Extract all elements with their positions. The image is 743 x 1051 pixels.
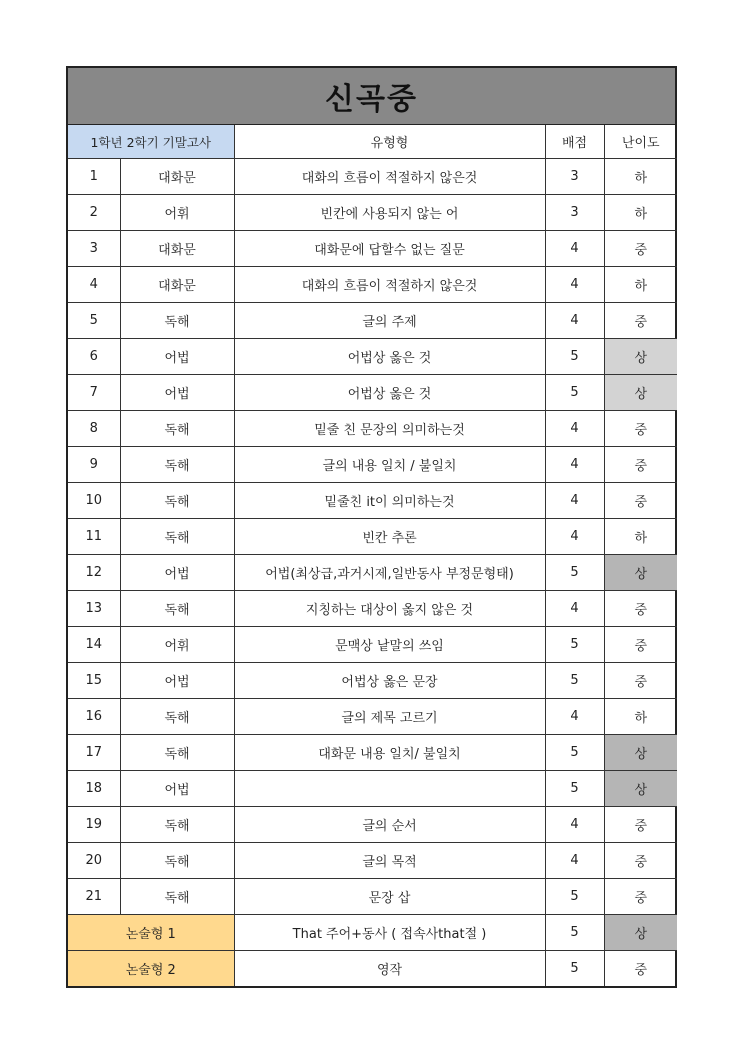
question-category: 독해 bbox=[120, 519, 234, 555]
essay-label: 논술형 1 bbox=[68, 915, 234, 951]
question-type: 밑줄친 it이 의미하는것 bbox=[234, 483, 545, 519]
question-number: 2 bbox=[68, 195, 120, 231]
question-number: 18 bbox=[68, 771, 120, 807]
question-difficulty: 중 bbox=[604, 411, 677, 447]
question-difficulty: 중 bbox=[604, 879, 677, 915]
question-category: 독해 bbox=[120, 735, 234, 771]
question-number: 6 bbox=[68, 339, 120, 375]
question-type: 문장 삽 bbox=[234, 879, 545, 915]
table-row bbox=[68, 231, 677, 267]
question-number: 10 bbox=[68, 483, 120, 519]
question-number: 3 bbox=[68, 231, 120, 267]
table-row bbox=[68, 519, 677, 555]
question-difficulty: 중 bbox=[604, 231, 677, 267]
question-points: 5 bbox=[545, 555, 604, 591]
header-row bbox=[68, 125, 677, 159]
question-category: 독해 bbox=[120, 843, 234, 879]
question-difficulty: 상 bbox=[604, 339, 677, 375]
question-difficulty: 상 bbox=[604, 555, 677, 591]
question-difficulty: 상 bbox=[604, 735, 677, 771]
question-number: 17 bbox=[68, 735, 120, 771]
question-number: 14 bbox=[68, 627, 120, 663]
table-row bbox=[68, 483, 677, 519]
table-row bbox=[68, 843, 677, 879]
essay-points: 5 bbox=[545, 915, 604, 951]
table-row bbox=[68, 303, 677, 339]
question-type: 빈칸에 사용되지 않는 어 bbox=[234, 195, 545, 231]
question-number: 21 bbox=[68, 879, 120, 915]
table-row bbox=[68, 159, 677, 195]
question-points: 4 bbox=[545, 411, 604, 447]
table-row bbox=[68, 699, 677, 735]
essay-points: 5 bbox=[545, 951, 604, 987]
school-title: 신곡중 bbox=[68, 68, 675, 125]
question-difficulty: 상 bbox=[604, 771, 677, 807]
question-points: 4 bbox=[545, 447, 604, 483]
question-points: 5 bbox=[545, 339, 604, 375]
question-difficulty: 상 bbox=[604, 375, 677, 411]
question-points: 4 bbox=[545, 231, 604, 267]
question-difficulty: 중 bbox=[604, 807, 677, 843]
table-row bbox=[68, 627, 677, 663]
question-difficulty: 하 bbox=[604, 195, 677, 231]
question-type: 글의 주제 bbox=[234, 303, 545, 339]
question-type: 지칭하는 대상이 옳지 않은 것 bbox=[234, 591, 545, 627]
table-row bbox=[68, 663, 677, 699]
question-type: 어법(최상급,과거시제,일반동사 부정문형태) bbox=[234, 555, 545, 591]
question-type: 글의 순서 bbox=[234, 807, 545, 843]
question-difficulty: 중 bbox=[604, 627, 677, 663]
question-number: 4 bbox=[68, 267, 120, 303]
question-category: 대화문 bbox=[120, 231, 234, 267]
question-category: 어법 bbox=[120, 375, 234, 411]
question-difficulty: 중 bbox=[604, 303, 677, 339]
question-type: 어법상 옳은 것 bbox=[234, 375, 545, 411]
question-category: 어휘 bbox=[120, 627, 234, 663]
table-row bbox=[68, 771, 677, 807]
table-row bbox=[68, 807, 677, 843]
question-difficulty: 중 bbox=[604, 591, 677, 627]
table-row bbox=[68, 447, 677, 483]
question-type: 어법상 옳은 문장 bbox=[234, 663, 545, 699]
question-number: 8 bbox=[68, 411, 120, 447]
table-row bbox=[68, 267, 677, 303]
essay-label: 논술형 2 bbox=[68, 951, 234, 987]
question-category: 어법 bbox=[120, 771, 234, 807]
question-type: 문맥상 낱말의 쓰임 bbox=[234, 627, 545, 663]
question-category: 독해 bbox=[120, 483, 234, 519]
question-type: 글의 제목 고르기 bbox=[234, 699, 545, 735]
type-header: 유형형 bbox=[234, 125, 545, 159]
question-points: 4 bbox=[545, 699, 604, 735]
question-points: 4 bbox=[545, 483, 604, 519]
table-row bbox=[68, 195, 677, 231]
table-row bbox=[68, 735, 677, 771]
question-category: 독해 bbox=[120, 591, 234, 627]
question-number: 15 bbox=[68, 663, 120, 699]
question-number: 7 bbox=[68, 375, 120, 411]
question-points: 3 bbox=[545, 159, 604, 195]
question-category: 독해 bbox=[120, 411, 234, 447]
question-difficulty: 중 bbox=[604, 483, 677, 519]
question-category: 어휘 bbox=[120, 195, 234, 231]
question-table bbox=[68, 125, 677, 986]
question-number: 13 bbox=[68, 591, 120, 627]
essay-row bbox=[68, 951, 677, 987]
question-type: 대화문 내용 일치/ 불일치 bbox=[234, 735, 545, 771]
question-type: 대화의 흐름이 적절하지 않은것 bbox=[234, 267, 545, 303]
essay-difficulty: 중 bbox=[604, 951, 677, 987]
table-row bbox=[68, 591, 677, 627]
question-number: 1 bbox=[68, 159, 120, 195]
question-points: 4 bbox=[545, 303, 604, 339]
question-difficulty: 하 bbox=[604, 267, 677, 303]
question-difficulty: 중 bbox=[604, 663, 677, 699]
question-number: 20 bbox=[68, 843, 120, 879]
question-points: 4 bbox=[545, 807, 604, 843]
question-category: 독해 bbox=[120, 807, 234, 843]
points-header: 배점 bbox=[545, 125, 604, 159]
table-row bbox=[68, 375, 677, 411]
exam-analysis-sheet bbox=[66, 66, 677, 988]
question-type: 대화의 흐름이 적절하지 않은것 bbox=[234, 159, 545, 195]
question-difficulty: 하 bbox=[604, 519, 677, 555]
question-category: 어법 bbox=[120, 555, 234, 591]
question-points: 5 bbox=[545, 627, 604, 663]
question-type: 어법상 옳은 것 bbox=[234, 339, 545, 375]
question-category: 독해 bbox=[120, 699, 234, 735]
question-points: 5 bbox=[545, 735, 604, 771]
question-points: 4 bbox=[545, 843, 604, 879]
exam-label: 1학년 2학기 기말고사 bbox=[68, 125, 234, 159]
essay-row bbox=[68, 915, 677, 951]
question-category: 독해 bbox=[120, 303, 234, 339]
question-difficulty: 하 bbox=[604, 699, 677, 735]
difficulty-header: 난이도 bbox=[604, 125, 677, 159]
question-type: 빈칸 추론 bbox=[234, 519, 545, 555]
question-points: 5 bbox=[545, 771, 604, 807]
table-row bbox=[68, 555, 677, 591]
question-type: 대화문에 답할수 없는 질문 bbox=[234, 231, 545, 267]
question-points: 4 bbox=[545, 519, 604, 555]
question-points: 5 bbox=[545, 879, 604, 915]
table-row bbox=[68, 411, 677, 447]
question-difficulty: 중 bbox=[604, 843, 677, 879]
question-category: 독해 bbox=[120, 447, 234, 483]
question-category: 대화문 bbox=[120, 159, 234, 195]
question-number: 9 bbox=[68, 447, 120, 483]
question-type: 글의 목적 bbox=[234, 843, 545, 879]
question-number: 11 bbox=[68, 519, 120, 555]
question-difficulty: 중 bbox=[604, 447, 677, 483]
table-row bbox=[68, 339, 677, 375]
question-category: 독해 bbox=[120, 879, 234, 915]
question-number: 19 bbox=[68, 807, 120, 843]
question-points: 4 bbox=[545, 267, 604, 303]
question-difficulty: 하 bbox=[604, 159, 677, 195]
question-points: 5 bbox=[545, 375, 604, 411]
question-type: 밑줄 친 문장의 의미하는것 bbox=[234, 411, 545, 447]
essay-difficulty: 상 bbox=[604, 915, 677, 951]
question-points: 3 bbox=[545, 195, 604, 231]
question-number: 12 bbox=[68, 555, 120, 591]
question-category: 대화문 bbox=[120, 267, 234, 303]
table-row bbox=[68, 879, 677, 915]
question-type: 글의 내용 일치 / 불일치 bbox=[234, 447, 545, 483]
essay-type: That 주어+동사 ( 접속사that절 ) bbox=[234, 915, 545, 951]
question-points: 4 bbox=[545, 591, 604, 627]
question-number: 16 bbox=[68, 699, 120, 735]
question-category: 어법 bbox=[120, 339, 234, 375]
question-type bbox=[234, 771, 545, 807]
essay-type: 영작 bbox=[234, 951, 545, 987]
question-category: 어법 bbox=[120, 663, 234, 699]
question-number: 5 bbox=[68, 303, 120, 339]
question-points: 5 bbox=[545, 663, 604, 699]
